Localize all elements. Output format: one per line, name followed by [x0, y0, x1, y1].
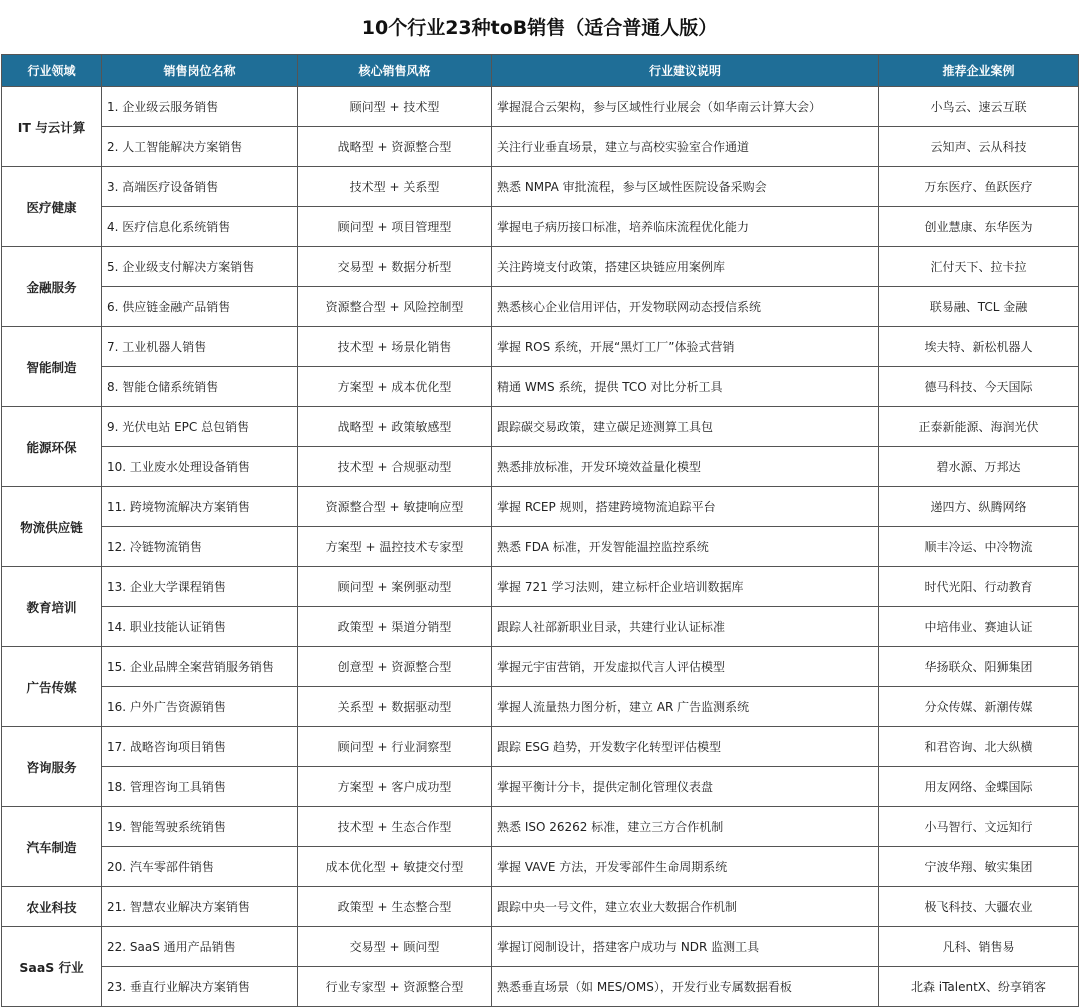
advice-cell: 掌握 VAVE 方法，开发零部件生命周期系统 [492, 847, 879, 887]
role-cell: 3. 高端医疗设备销售 [102, 167, 298, 207]
advice-cell: 跟踪碳交易政策，建立碳足迹测算工具包 [492, 407, 879, 447]
advice-cell: 掌握混合云架构，参与区域性行业展会（如华南云计算大会） [492, 87, 879, 127]
style-cell: 资源整合型 + 风险控制型 [298, 287, 492, 327]
style-cell: 战略型 + 资源整合型 [298, 127, 492, 167]
table-row [2, 567, 1079, 607]
cases-cell: 云知声、云从科技 [879, 127, 1079, 167]
cases-cell: 德马科技、今天国际 [879, 367, 1079, 407]
cases-cell: 华扬联众、阳狮集团 [879, 647, 1079, 687]
style-cell: 创意型 + 资源整合型 [298, 647, 492, 687]
advice-cell: 熟悉核心企业信用评估，开发物联网动态授信系统 [492, 287, 879, 327]
role-cell: 22. SaaS 通用产品销售 [102, 927, 298, 967]
advice-cell: 掌握订阅制设计，搭建客户成功与 NDR 监测工具 [492, 927, 879, 967]
cases-cell: 时代光阳、行动教育 [879, 567, 1079, 607]
role-cell: 15. 企业品牌全案营销服务销售 [102, 647, 298, 687]
role-cell: 12. 冷链物流销售 [102, 527, 298, 567]
table-row [2, 607, 1079, 647]
industry-cell: 咨询服务 [2, 727, 102, 807]
header-role: 销售岗位名称 [102, 55, 298, 87]
advice-cell: 掌握 721 学习法则，建立标杆企业培训数据库 [492, 567, 879, 607]
cases-cell: 分众传媒、新潮传媒 [879, 687, 1079, 727]
cases-cell: 正泰新能源、海润光伏 [879, 407, 1079, 447]
page-title: 10个行业23种toB销售（适合普通人版） [361, 17, 718, 39]
industry-cell: 汽车制造 [2, 807, 102, 887]
advice-cell: 关注跨境支付政策，搭建区块链应用案例库 [492, 247, 879, 287]
industry-cell: 智能制造 [2, 327, 102, 407]
table-row [2, 327, 1079, 367]
table-body [2, 87, 1079, 1007]
table-row [2, 127, 1079, 167]
industry-cell: 医疗健康 [2, 167, 102, 247]
table-row [2, 87, 1079, 127]
table-row [2, 247, 1079, 287]
cases-cell: 联易融、TCL 金融 [879, 287, 1079, 327]
header-industry: 行业领域 [2, 55, 102, 87]
role-cell: 10. 工业废水处理设备销售 [102, 447, 298, 487]
table-row [2, 847, 1079, 887]
advice-cell: 精通 WMS 系统，提供 TCO 对比分析工具 [492, 367, 879, 407]
header-advice: 行业建议说明 [492, 55, 879, 87]
role-cell: 17. 战略咨询项目销售 [102, 727, 298, 767]
style-cell: 方案型 + 成本优化型 [298, 367, 492, 407]
style-cell: 政策型 + 渠道分销型 [298, 607, 492, 647]
cases-cell: 用友网络、金蝶国际 [879, 767, 1079, 807]
role-cell: 19. 智能驾驶系统销售 [102, 807, 298, 847]
role-cell: 5. 企业级支付解决方案销售 [102, 247, 298, 287]
table-row [2, 807, 1079, 847]
style-cell: 交易型 + 数据分析型 [298, 247, 492, 287]
role-cell: 4. 医疗信息化系统销售 [102, 207, 298, 247]
style-cell: 技术型 + 关系型 [298, 167, 492, 207]
role-cell: 16. 户外广告资源销售 [102, 687, 298, 727]
industry-cell: 广告传媒 [2, 647, 102, 727]
table-row [2, 727, 1079, 767]
cases-cell: 和君咨询、北大纵横 [879, 727, 1079, 767]
industry-cell: 物流供应链 [2, 487, 102, 567]
role-cell: 13. 企业大学课程销售 [102, 567, 298, 607]
advice-cell: 跟踪中央一号文件，建立农业大数据合作机制 [492, 887, 879, 927]
cases-cell: 小鸟云、速云互联 [879, 87, 1079, 127]
table-row [2, 447, 1079, 487]
sales-roles-table [1, 54, 1079, 1007]
table-row [2, 287, 1079, 327]
role-cell: 21. 智慧农业解决方案销售 [102, 887, 298, 927]
table-row [2, 367, 1079, 407]
style-cell: 方案型 + 温控技术专家型 [298, 527, 492, 567]
table-header-row [2, 55, 1079, 87]
style-cell: 政策型 + 生态整合型 [298, 887, 492, 927]
industry-cell: 金融服务 [2, 247, 102, 327]
role-cell: 20. 汽车零部件销售 [102, 847, 298, 887]
cases-cell: 万东医疗、鱼跃医疗 [879, 167, 1079, 207]
table-row [2, 967, 1079, 1007]
role-cell: 7. 工业机器人销售 [102, 327, 298, 367]
cases-cell: 顺丰冷运、中冷物流 [879, 527, 1079, 567]
cases-cell: 递四方、纵腾网络 [879, 487, 1079, 527]
table-row [2, 927, 1079, 967]
cases-cell: 汇付天下、拉卡拉 [879, 247, 1079, 287]
table-row [2, 687, 1079, 727]
style-cell: 战略型 + 政策敏感型 [298, 407, 492, 447]
advice-cell: 跟踪人社部新职业目录，共建行业认证标准 [492, 607, 879, 647]
style-cell: 方案型 + 客户成功型 [298, 767, 492, 807]
role-cell: 14. 职业技能认证销售 [102, 607, 298, 647]
table-row [2, 647, 1079, 687]
role-cell: 9. 光伏电站 EPC 总包销售 [102, 407, 298, 447]
style-cell: 关系型 + 数据驱动型 [298, 687, 492, 727]
advice-cell: 熟悉 FDA 标准，开发智能温控监控系统 [492, 527, 879, 567]
table-row [2, 527, 1079, 567]
style-cell: 成本优化型 + 敏捷交付型 [298, 847, 492, 887]
style-cell: 技术型 + 场景化销售 [298, 327, 492, 367]
header-style: 核心销售风格 [298, 55, 492, 87]
style-cell: 交易型 + 顾问型 [298, 927, 492, 967]
industry-cell: IT 与云计算 [2, 87, 102, 167]
advice-cell: 跟踪 ESG 趋势，开发数字化转型评估模型 [492, 727, 879, 767]
advice-cell: 掌握 ROS 系统，开展“黑灯工厂”体验式营销 [492, 327, 879, 367]
advice-cell: 熟悉排放标准，开发环境效益量化模型 [492, 447, 879, 487]
header-cases: 推荐企业案例 [879, 55, 1079, 87]
style-cell: 技术型 + 生态合作型 [298, 807, 492, 847]
cases-cell: 埃夫特、新松机器人 [879, 327, 1079, 367]
role-cell: 2. 人工智能解决方案销售 [102, 127, 298, 167]
role-cell: 6. 供应链金融产品销售 [102, 287, 298, 327]
advice-cell: 熟悉垂直场景（如 MES/OMS），开发行业专属数据看板 [492, 967, 879, 1007]
style-cell: 行业专家型 + 资源整合型 [298, 967, 492, 1007]
advice-cell: 掌握电子病历接口标准，培养临床流程优化能力 [492, 207, 879, 247]
advice-cell: 熟悉 NMPA 审批流程，参与区域性医院设备采购会 [492, 167, 879, 207]
style-cell: 资源整合型 + 敏捷响应型 [298, 487, 492, 527]
cases-cell: 创业慧康、东华医为 [879, 207, 1079, 247]
advice-cell: 掌握 RCEP 规则，搭建跨境物流追踪平台 [492, 487, 879, 527]
role-cell: 18. 管理咨询工具销售 [102, 767, 298, 807]
cases-cell: 凡科、销售易 [879, 927, 1079, 967]
style-cell: 顾问型 + 案例驱动型 [298, 567, 492, 607]
style-cell: 技术型 + 合规驱动型 [298, 447, 492, 487]
table-row [2, 407, 1079, 447]
advice-cell: 掌握平衡计分卡，提供定制化管理仪表盘 [492, 767, 879, 807]
role-cell: 23. 垂直行业解决方案销售 [102, 967, 298, 1007]
table-row [2, 767, 1079, 807]
role-cell: 8. 智能仓储系统销售 [102, 367, 298, 407]
advice-cell: 掌握元宇宙营销，开发虚拟代言人评估模型 [492, 647, 879, 687]
cases-cell: 宁波华翔、敏实集团 [879, 847, 1079, 887]
style-cell: 顾问型 + 项目管理型 [298, 207, 492, 247]
table-row [2, 487, 1079, 527]
advice-cell: 掌握人流量热力图分析，建立 AR 广告监测系统 [492, 687, 879, 727]
industry-cell: 能源环保 [2, 407, 102, 487]
style-cell: 顾问型 + 行业洞察型 [298, 727, 492, 767]
cases-cell: 极飞科技、大疆农业 [879, 887, 1079, 927]
role-cell: 1. 企业级云服务销售 [102, 87, 298, 127]
industry-cell: SaaS 行业 [2, 927, 102, 1007]
table-row [2, 167, 1079, 207]
advice-cell: 熟悉 ISO 26262 标准，建立三方合作机制 [492, 807, 879, 847]
style-cell: 顾问型 + 技术型 [298, 87, 492, 127]
table-row [2, 207, 1079, 247]
industry-cell: 教育培训 [2, 567, 102, 647]
cases-cell: 中培伟业、赛迪认证 [879, 607, 1079, 647]
table-row [2, 887, 1079, 927]
role-cell: 11. 跨境物流解决方案销售 [102, 487, 298, 527]
advice-cell: 关注行业垂直场景，建立与高校实验室合作通道 [492, 127, 879, 167]
cases-cell: 碧水源、万邦达 [879, 447, 1079, 487]
industry-cell: 农业科技 [2, 887, 102, 927]
cases-cell: 小马智行、文远知行 [879, 807, 1079, 847]
cases-cell: 北森 iTalentX、纷享销客 [879, 967, 1079, 1007]
